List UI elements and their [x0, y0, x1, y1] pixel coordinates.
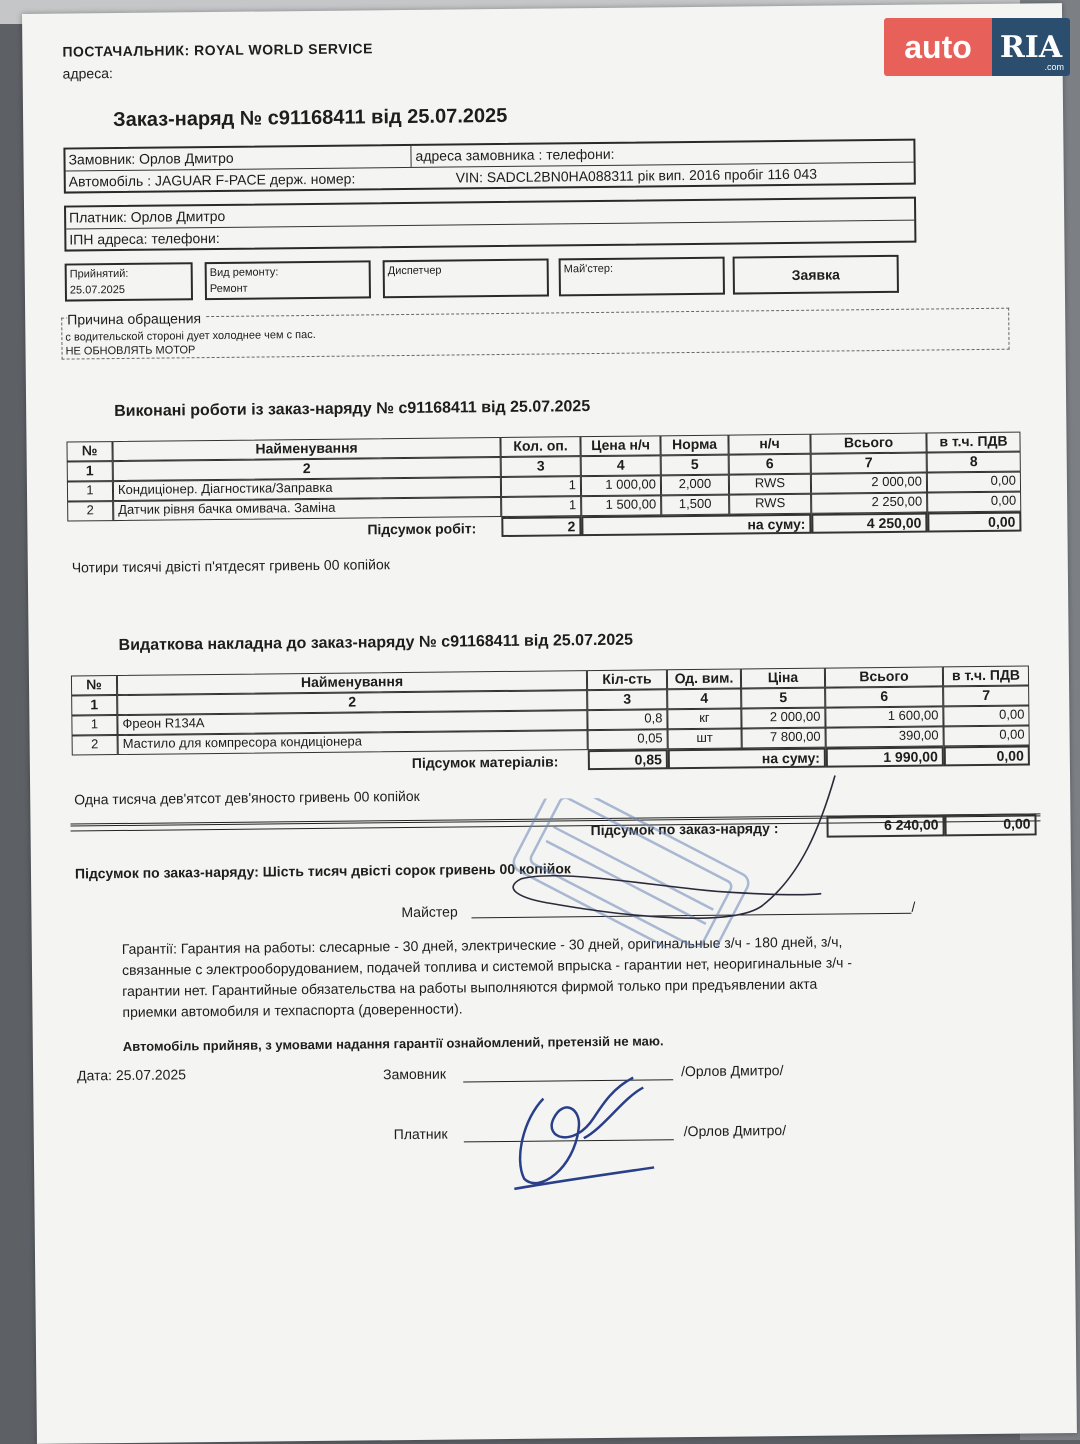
payer-ipn: ІПН адреса: телефони: [69, 229, 220, 248]
reason-line-1: с водительской стороні дует холоднее чем с пас. [65, 328, 316, 344]
materials-row-cell: кг [667, 709, 741, 730]
materials-row-cell: 2 [72, 735, 118, 755]
works-index-cell: 1 [67, 461, 113, 481]
works-row-cell: 1 500,00 [581, 495, 661, 516]
works-in-words: Чотири тисячі двісті п'ятдесят гривень 00 копійок [71, 556, 390, 576]
logo-ria-text [992, 18, 1070, 76]
warranty-line-4: приемки автомобиля и техпаспорта (доверенности). [122, 1000, 463, 1021]
materials-index-cell: 1 [71, 695, 117, 715]
materials-header-cell: в т.ч. ПДВ [943, 665, 1029, 686]
works-index-cell: 8 [927, 452, 1021, 473]
payer-box [64, 197, 916, 252]
car-info: Автомобіль : JAGUAR F-PACE держ. номер: [68, 170, 356, 190]
vin-info: VIN: SADCL2BN0HA088311 рік вип. 2016 пробіг 116 043 [455, 165, 818, 186]
works-table [66, 432, 1025, 540]
works-row-cell: 1 [501, 476, 581, 497]
master-sign-label: Майстер [401, 903, 458, 921]
materials-row-cell: шт [668, 729, 742, 750]
works-index-cell: 5 [661, 455, 729, 476]
works-row-cell: 1 [501, 496, 581, 517]
works-row-cell: 2 [67, 501, 113, 521]
logo-auto-text: auto [884, 18, 992, 76]
request-box: Заявка [733, 255, 899, 295]
materials-row-cell: 0,05 [588, 729, 668, 750]
materials-table [71, 665, 1030, 773]
works-header-cell: Кол. оп. [500, 436, 580, 457]
customer-address: адреса замовника : телефони: [415, 145, 615, 164]
works-row-cell: 1,500 [661, 495, 729, 516]
autoria-logo[interactable] [884, 18, 1070, 76]
materials-index-cell: 4 [667, 689, 741, 710]
logo-ria-word: RIA [999, 29, 1063, 65]
materials-title: Видаткова накладна до заказ-наряду № с91168411 від 25.07.2025 [118, 631, 634, 655]
repair-label: Вид ремонту: [209, 266, 279, 280]
materials-subtotal-qty: 0,85 [588, 749, 668, 770]
works-row-cell: Кондиціонер. Діагностика/Заправка [113, 477, 501, 501]
total-vat: 0,00 [944, 813, 1036, 836]
works-header-cell: Найменування [112, 437, 500, 461]
materials-sum-total: 1 990,00 [826, 746, 944, 767]
reason-label: Причина обращения [67, 310, 205, 327]
repair-value: Ремонт [209, 282, 248, 296]
materials-header-cell: Од. вим. [667, 669, 741, 690]
materials-header-cell: Найменування [117, 670, 587, 695]
works-row-cell: 2 250,00 [811, 493, 927, 514]
materials-index-cell: 3 [587, 689, 667, 710]
materials-header-cell: № [71, 675, 117, 695]
works-index-cell: 6 [729, 454, 811, 475]
works-row-cell: RWS [729, 494, 811, 515]
materials-row-cell: 2 000,00 [741, 708, 825, 729]
materials-sum-label: на суму: [668, 748, 826, 770]
master-sign-end: / [911, 898, 916, 915]
materials-index-cell: 7 [943, 685, 1029, 706]
master-signature [460, 765, 882, 939]
customer-sign-name: /Орлов Дмитро/ [681, 1062, 784, 1080]
materials-index-cell: 5 [741, 688, 825, 709]
works-sum-vat: 0,00 [927, 512, 1021, 533]
works-subtotal-qty: 2 [501, 516, 581, 537]
dispatcher-box [383, 258, 549, 298]
accepted-label: Прийнятий: [69, 267, 129, 281]
payer-name: Платник: Орлов Дмитро [69, 207, 226, 226]
works-row-cell: Датчик рівня бачка омивача. Заміна [113, 497, 501, 521]
works-row-cell: 2,000 [661, 475, 729, 496]
total-label: Підсумок по заказ-наряду : [590, 820, 779, 839]
materials-index-cell: 2 [117, 690, 587, 715]
materials-header-cell: Кіл-сть [587, 669, 667, 690]
page-title: Заказ-наряд № с91168411 від 25.07.2025 [113, 104, 508, 132]
works-row-cell: 1 [67, 481, 113, 501]
materials-header-cell: Всього [825, 666, 943, 687]
materials-row-cell: 0,00 [944, 725, 1030, 746]
works-row-cell: 0,00 [927, 492, 1021, 513]
total-amount: 6 240,00 [826, 814, 944, 837]
works-row-cell: 1 000,00 [581, 475, 661, 496]
warranty-line-3: гарантии нет. Гарантийные обязательства на работы выполняются фирмой только при предъявлении акта [122, 975, 818, 1000]
payer-sign-label: Платник [393, 1125, 448, 1143]
accepted-date: 25.07.2025 [69, 283, 126, 297]
works-index-cell: 3 [501, 456, 581, 477]
master-box [559, 257, 725, 297]
works-title: Виконані роботи із заказ-наряду № с91168411 від 25.07.2025 [114, 398, 591, 421]
payer-signature [483, 1057, 684, 1199]
works-header-cell: № [66, 441, 112, 461]
supplier-line: ПОСТАЧАЛЬНИК: ROYAL WORLD SERVICE [62, 40, 373, 60]
works-header-cell: Норма [660, 435, 728, 456]
warranty-line-2: связанные с электрооборудованием, подачей топлива и системой впрыска - гарантии нет, неоригинальные з/ч - [121, 954, 853, 979]
materials-row-cell: Мастило для компресора кондиціонера [118, 730, 588, 755]
materials-row-cell: Фреон R134A [117, 710, 587, 735]
materials-subtotal-label: Підсумок матеріалів: [411, 753, 559, 771]
works-row-cell: 0,00 [927, 472, 1021, 493]
total-in-words: Підсумок по заказ-наряду: Шість тисяч двісті сорок гривень 00 копійок [74, 860, 571, 882]
works-header-cell: Цена н/ч [580, 435, 660, 456]
works-index-cell: 2 [113, 457, 501, 481]
logo-com-text: .com [1044, 62, 1064, 72]
document-paper [22, 3, 1077, 1444]
materials-header-cell: Ціна [741, 668, 825, 689]
materials-row-cell: 1 600,00 [825, 706, 943, 727]
warranty-line-1: Гарантії: Гарантия на работы: слесарные - 30 дней, электрические - 30 дней, оригинальные з/ч - 180 дней, з/ч, [121, 933, 843, 958]
works-sum-label: на суму: [581, 514, 811, 536]
document-date: Дата: 25.07.2025 [77, 1066, 187, 1084]
works-header-cell: н/ч [728, 434, 810, 455]
works-row-cell: RWS [729, 474, 811, 495]
acceptance-text: Автомобіль прийняв, з умовами надання гарантії ознайомлений, претензій не маю. [122, 1033, 664, 1055]
works-sum-total: 4 250,00 [811, 513, 927, 534]
works-index-cell: 7 [811, 453, 927, 474]
works-header-cell: Всього [810, 433, 926, 454]
works-index-cell: 4 [581, 455, 661, 476]
accepted-box [65, 262, 193, 301]
materials-index-cell: 6 [825, 686, 943, 707]
customer-box [63, 139, 915, 194]
customer-name: Замовник: Орлов Дмитро [68, 149, 234, 168]
customer-sign-label: Замовник [383, 1065, 446, 1083]
materials-row-cell: 1 [71, 715, 117, 735]
materials-row-cell: 390,00 [826, 726, 944, 747]
repair-box [205, 260, 371, 300]
dispatcher-label: Диспетчер [387, 264, 442, 278]
supplier-address: адреса: [62, 65, 113, 82]
materials-row-cell: 0,8 [587, 709, 667, 730]
works-subtotal-label: Підсумок робіт: [367, 520, 477, 538]
materials-in-words: Одна тисяча дев'ятсот дев'яносто гривень 00 копійок [74, 787, 420, 808]
materials-row-cell: 7 800,00 [742, 728, 826, 749]
materials-row-cell: 0,00 [943, 705, 1029, 726]
master-label: Май'стер: [563, 262, 614, 276]
payer-sign-name: /Орлов Дмитро/ [683, 1122, 787, 1140]
materials-sum-vat: 0,00 [944, 745, 1030, 766]
reason-line-2: НЕ ОБНОВЛЯТЬ МОТОР [65, 344, 196, 358]
works-header-cell: в т.ч. ПДВ [926, 432, 1020, 453]
works-row-cell: 2 000,00 [811, 473, 927, 494]
